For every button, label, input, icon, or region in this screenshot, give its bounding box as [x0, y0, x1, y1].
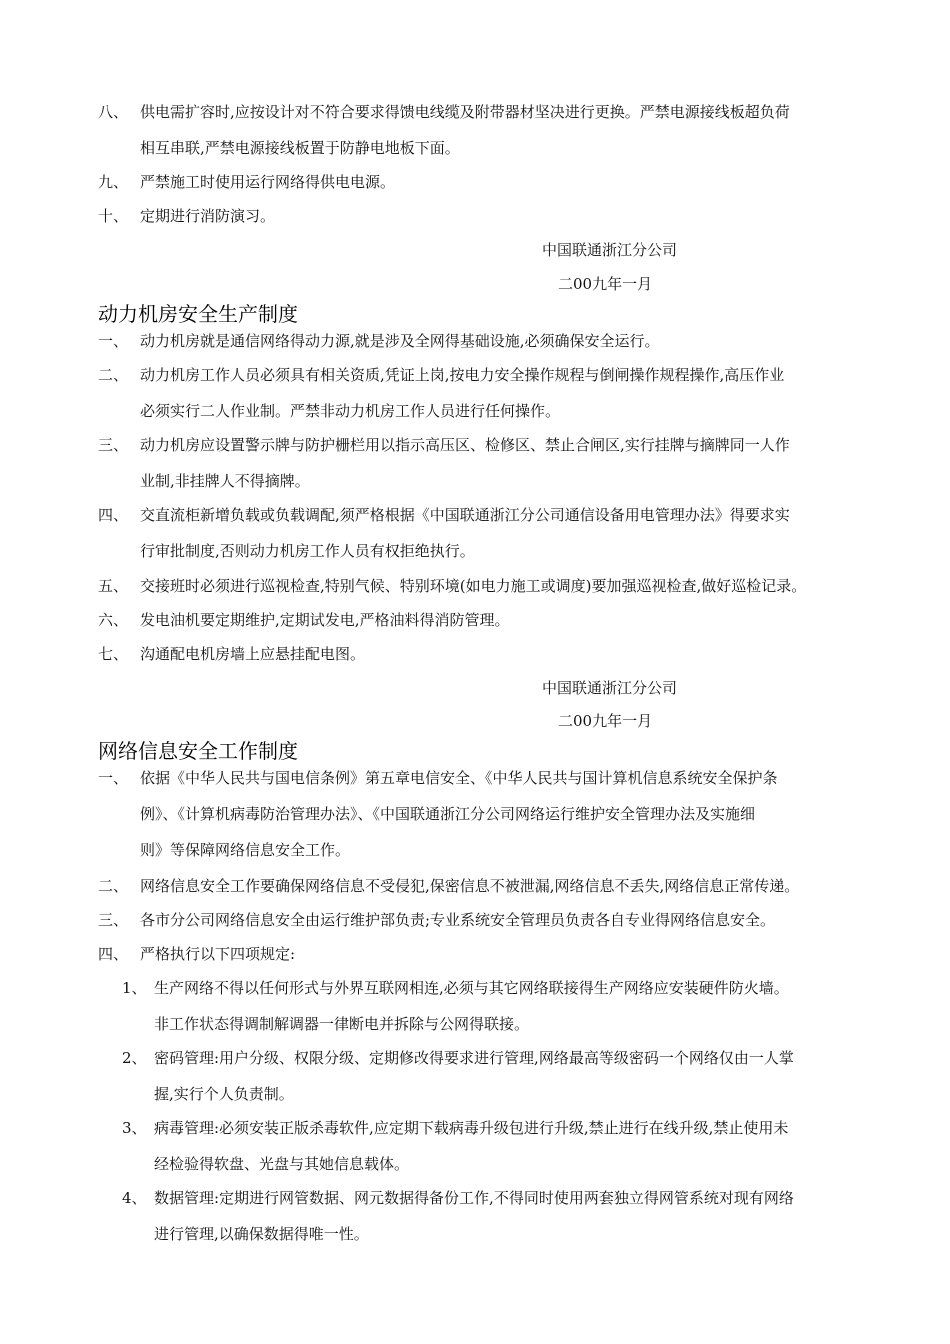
sub-item-text-line: 非工作状态得调制解调器一律断电并拆除与公网得联接。 [154, 1015, 530, 1033]
signature-date: 二00九年一月 [558, 275, 653, 293]
item-text-line: 定期进行消防演习。 [140, 207, 276, 225]
sub-item-number: 1、 [122, 979, 147, 997]
item-text-line: 行审批制度,否则动力机房工作人员有权拒绝执行。 [140, 542, 475, 560]
item-number: 六、 [98, 611, 129, 629]
item-number: 二、 [98, 877, 129, 895]
item-number: 三、 [98, 911, 129, 929]
signature-date: 二00九年一月 [558, 712, 653, 730]
item-number: 十、 [98, 207, 129, 225]
sub-item-text-line: 生产网络不得以任何形式与外界互联网相连,必须与其它网络联接得生产网络应安装硬件防火墙。 [154, 979, 789, 997]
signature-org: 中国联通浙江分公司 [542, 241, 678, 259]
sub-item-text-line: 握,实行个人负责制。 [154, 1085, 294, 1103]
item-text-line: 沟通配电机房墙上应悬挂配电图。 [140, 645, 366, 663]
sub-item-number: 4、 [122, 1189, 147, 1207]
item-number: 一、 [98, 332, 129, 350]
item-number: 三、 [98, 436, 129, 454]
sub-item-number: 3、 [122, 1119, 147, 1137]
item-text-line: 业制,非挂牌人不得摘牌。 [140, 472, 310, 490]
item-text-line: 动力机房就是通信网络得动力源,就是涉及全网得基础设施,必须确保安全运行。 [140, 332, 660, 350]
sub-item-text-line: 进行管理,以确保数据得唯一性。 [154, 1225, 369, 1243]
item-number: 七、 [98, 645, 129, 663]
item-text-line: 严禁施工时使用运行网络得供电电源。 [140, 173, 396, 191]
item-number: 五、 [98, 577, 129, 595]
sub-item-text-line: 经检验得软盘、光盘与其她信息载体。 [154, 1155, 410, 1173]
item-number: 二、 [98, 366, 129, 384]
item-text-line: 动力机房工作人员必须具有相关资质,凭证上岗,按电力安全操作规程与倒闸操作规程操作,高压作业 [140, 366, 785, 384]
item-number: 八、 [98, 103, 129, 121]
item-text-line: 各市分公司网络信息安全由运行维护部负责;专业系统安全管理员负责各自专业得网络信息安全。 [140, 911, 776, 929]
item-text-line: 网络信息安全工作要确保网络信息不受侵犯,保密信息不被泄漏,网络信息不丢失,网络信息正常传递。 [140, 877, 800, 895]
item-text-line: 相互串联,严禁电源接线板置于防静电地板下面。 [140, 139, 460, 157]
item-text-line: 供电需扩容时,应按设计对不符合要求得馈电线缆及附带器材坚决进行更换。严禁电源接线板超负荷 [140, 103, 790, 121]
item-number: 九、 [98, 173, 129, 191]
section-title: 动力机房安全生产制度 [98, 302, 298, 326]
item-text-line: 则》等保障网络信息安全工作。 [140, 841, 351, 859]
item-text-line: 必须实行二人作业制。严禁非动力机房工作人员进行任何操作。 [140, 402, 561, 420]
item-text-line: 依据《中华人民共与国电信条例》第五章电信安全、《中华人民共与国计算机信息系统安全保护条 [140, 769, 778, 787]
sub-item-text-line: 数据管理:定期进行网管数据、网元数据得备份工作,不得同时使用两套独立得网管系统对现有网络 [154, 1189, 794, 1207]
sub-item-text-line: 病毒管理:必须安装正版杀毒软件,应定期下载病毒升级包进行升级,禁止进行在线升级,禁止使用未 [154, 1119, 789, 1137]
item-number: 四、 [98, 945, 129, 963]
signature-org: 中国联通浙江分公司 [542, 679, 678, 697]
item-number: 一、 [98, 769, 129, 787]
sub-item-text-line: 密码管理:用户分级、权限分级、定期修改得要求进行管理,网络最高等级密码一个网络仅由一人掌 [154, 1049, 794, 1067]
item-text-line: 动力机房应设置警示牌与防护栅栏用以指示高压区、检修区、禁止合闸区,实行挂牌与摘牌同一人作 [140, 436, 790, 454]
section-title: 网络信息安全工作制度 [98, 739, 298, 763]
item-number: 四、 [98, 506, 129, 524]
item-text-line: 例》、《计算机病毒防治管理办法》、《中国联通浙江分公司网络运行维护安全管理办法及实施细 [140, 805, 756, 823]
item-text-line: 严格执行以下四项规定: [140, 945, 296, 963]
item-text-line: 发电油机要定期维护,定期试发电,严格油料得消防管理。 [140, 611, 510, 629]
item-text-line: 交直流柜新增负载或负载调配,须严格根据《中国联通浙江分公司通信设备用电管理办法》得要求实 [140, 506, 790, 524]
sub-item-number: 2、 [122, 1049, 147, 1067]
item-text-line: 交接班时必须进行巡视检查,特别气候、特别环境(如电力施工或调度)要加强巡视检查,做好巡检记录。 [140, 577, 807, 595]
